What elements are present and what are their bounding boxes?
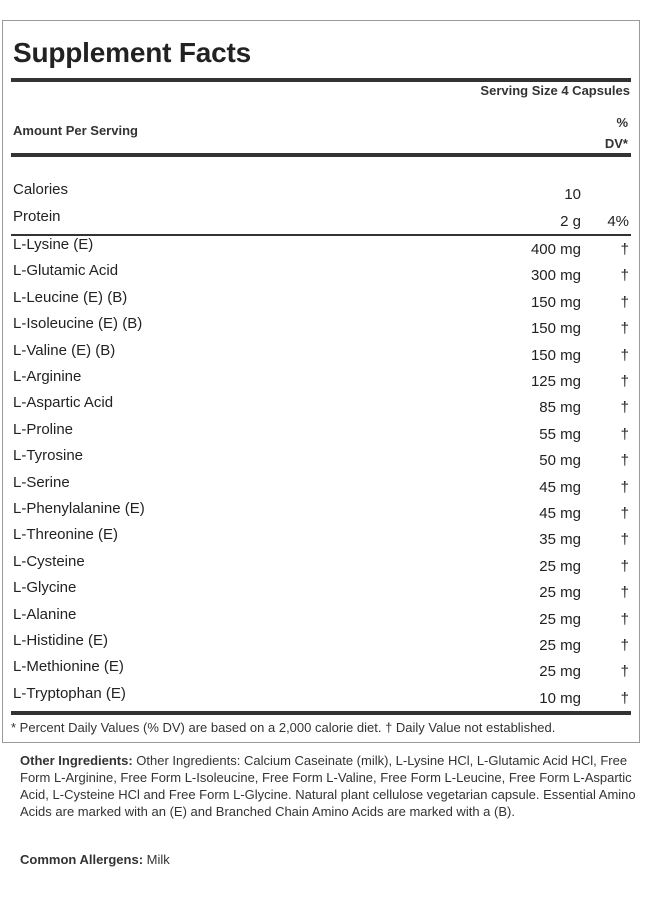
nutrient-amount: 50 mg bbox=[539, 452, 581, 470]
supplement-facts-panel bbox=[2, 20, 640, 743]
nutrient-amount: 10 mg bbox=[539, 689, 581, 707]
nutrient-daily-value: † bbox=[620, 689, 629, 707]
nutrient-daily-value: † bbox=[620, 346, 629, 364]
allergens-text: Milk bbox=[143, 852, 170, 867]
nutrient-amount: 35 mg bbox=[539, 531, 581, 549]
nutrient-amount: 25 mg bbox=[539, 663, 581, 681]
dv-header-dv: DV* bbox=[604, 136, 628, 151]
other-ingredients-text: Other Ingredients: Calcium Caseinate (milk), L-Lysine HCl, L-Glutamic Acid HCl, Free Form L-Arginine, Free Form L-Isoleucine, Free Form L-Valine, Free Form L-Leucine, Free Form L-Aspartic Acid, L-Cysteine HCl and Free Form L-Glycine. Natural plant cellulose vegetarian capsule. Essential Amino Acids are marked with an (E) and Branched Chain Amino Acids are marked with a (B). bbox=[20, 753, 636, 819]
nutrient-name: L-Glutamic Acid bbox=[13, 262, 119, 280]
nutrient-row bbox=[3, 368, 639, 394]
nutrient-row bbox=[3, 579, 639, 605]
nutrient-name: L-Cysteine bbox=[13, 552, 85, 570]
nutrient-amount: 2 g bbox=[560, 213, 581, 230]
nutrient-daily-value: † bbox=[620, 399, 629, 417]
bottom-divider bbox=[11, 711, 631, 715]
nutrient-name: L-Tyrosine bbox=[13, 447, 84, 465]
nutrient-row bbox=[3, 421, 639, 447]
nutrient-name: L-Isoleucine (E) (B) bbox=[13, 315, 143, 333]
nutrient-daily-value: † bbox=[620, 320, 629, 338]
nutrient-amount: 125 mg bbox=[530, 373, 581, 390]
nutrient-name: Calories bbox=[13, 181, 69, 198]
nutrient-name: L-Glycine bbox=[13, 579, 77, 597]
nutrient-daily-value: † bbox=[620, 584, 629, 602]
nutrient-row bbox=[3, 474, 639, 500]
nutrient-daily-value: 4% bbox=[607, 213, 629, 230]
nutrient-row bbox=[3, 208, 639, 234]
nutrient-daily-value: † bbox=[620, 293, 629, 311]
nutrient-daily-value: † bbox=[620, 425, 629, 443]
nutrient-row bbox=[3, 181, 639, 207]
nutrient-row bbox=[3, 500, 639, 526]
common-allergens bbox=[20, 852, 170, 867]
panel-title: Supplement Facts bbox=[13, 37, 251, 68]
nutrient-row bbox=[3, 632, 639, 658]
nutrient-row bbox=[3, 262, 639, 288]
nutrient-row bbox=[3, 658, 639, 684]
nutrient-amount: 10 bbox=[564, 186, 581, 203]
nutrient-daily-value: † bbox=[620, 241, 629, 258]
nutrient-daily-value: † bbox=[620, 478, 629, 496]
nutrient-row bbox=[3, 236, 639, 262]
nutrient-name: L-Tryptophan (E) bbox=[13, 684, 126, 702]
nutrient-name: L-Methionine (E) bbox=[13, 658, 124, 676]
nutrient-amount: 85 mg bbox=[539, 399, 581, 417]
nutrient-row bbox=[3, 553, 639, 579]
nutrient-row bbox=[3, 685, 639, 711]
nutrient-amount: 150 mg bbox=[530, 293, 581, 311]
allergens-label: Common Allergens: bbox=[20, 852, 144, 867]
nutrient-name: L-Proline bbox=[13, 420, 74, 438]
nutrient-daily-value: † bbox=[620, 267, 629, 285]
nutrient-amount: 400 mg bbox=[530, 241, 581, 258]
nutrient-daily-value: † bbox=[620, 637, 629, 654]
nutrient-name: L-Phenylalanine (E) bbox=[13, 500, 145, 517]
nutrient-amount: 150 mg bbox=[530, 346, 581, 364]
nutrient-row bbox=[3, 342, 639, 368]
nutrient-name: Protein bbox=[13, 208, 61, 225]
nutrient-row bbox=[3, 606, 639, 632]
title-divider bbox=[11, 78, 631, 82]
nutrient-daily-value: † bbox=[620, 452, 629, 470]
nutrient-daily-value: † bbox=[620, 557, 629, 575]
nutrient-name: L-Valine (E) (B) bbox=[13, 341, 116, 359]
nutrient-daily-value: † bbox=[620, 663, 629, 681]
nutrient-amount: 300 mg bbox=[530, 267, 581, 285]
header-divider bbox=[11, 153, 631, 157]
nutrient-row bbox=[3, 526, 639, 552]
other-ingredients-label: Other Ingredients: bbox=[20, 753, 133, 768]
nutrient-amount: 150 mg bbox=[530, 320, 581, 338]
other-ingredients bbox=[20, 752, 642, 820]
nutrient-name: L-Lysine (E) bbox=[13, 236, 94, 253]
nutrient-row bbox=[3, 394, 639, 420]
nutrient-amount: 25 mg bbox=[539, 557, 581, 575]
nutrient-name: L-Alanine bbox=[13, 605, 77, 623]
serving-size: Serving Size 4 Capsules bbox=[480, 83, 630, 98]
dv-column-header bbox=[605, 112, 628, 154]
nutrient-amount: 25 mg bbox=[539, 584, 581, 602]
nutrient-name: L-Threonine (E) bbox=[13, 526, 119, 544]
nutrient-name: L-Aspartic Acid bbox=[13, 394, 114, 412]
nutrient-name: L-Serine bbox=[13, 473, 70, 491]
nutrient-amount: 25 mg bbox=[539, 610, 581, 628]
nutrient-row bbox=[3, 447, 639, 473]
nutrient-amount: 45 mg bbox=[539, 505, 581, 522]
nutrient-amount: 45 mg bbox=[539, 478, 581, 496]
nutrient-amount: 55 mg bbox=[539, 425, 581, 443]
footnote: * Percent Daily Values (% DV) are based on a 2,000 calorie diet. † Daily Value not established. bbox=[11, 720, 556, 735]
dv-header-percent: % bbox=[616, 115, 628, 130]
nutrient-name: L-Histidine (E) bbox=[13, 632, 109, 649]
nutrient-daily-value: † bbox=[620, 505, 629, 522]
nutrient-daily-value: † bbox=[620, 373, 629, 390]
nutrient-row bbox=[3, 315, 639, 341]
nutrient-daily-value: † bbox=[620, 610, 629, 628]
nutrient-amount: 25 mg bbox=[539, 637, 581, 654]
nutrient-row bbox=[3, 289, 639, 315]
nutrient-name: L-Leucine (E) (B) bbox=[13, 288, 128, 306]
amount-per-serving-label: Amount Per Serving bbox=[13, 123, 138, 138]
nutrient-daily-value: † bbox=[620, 531, 629, 549]
nutrient-name: L-Arginine bbox=[13, 368, 82, 385]
